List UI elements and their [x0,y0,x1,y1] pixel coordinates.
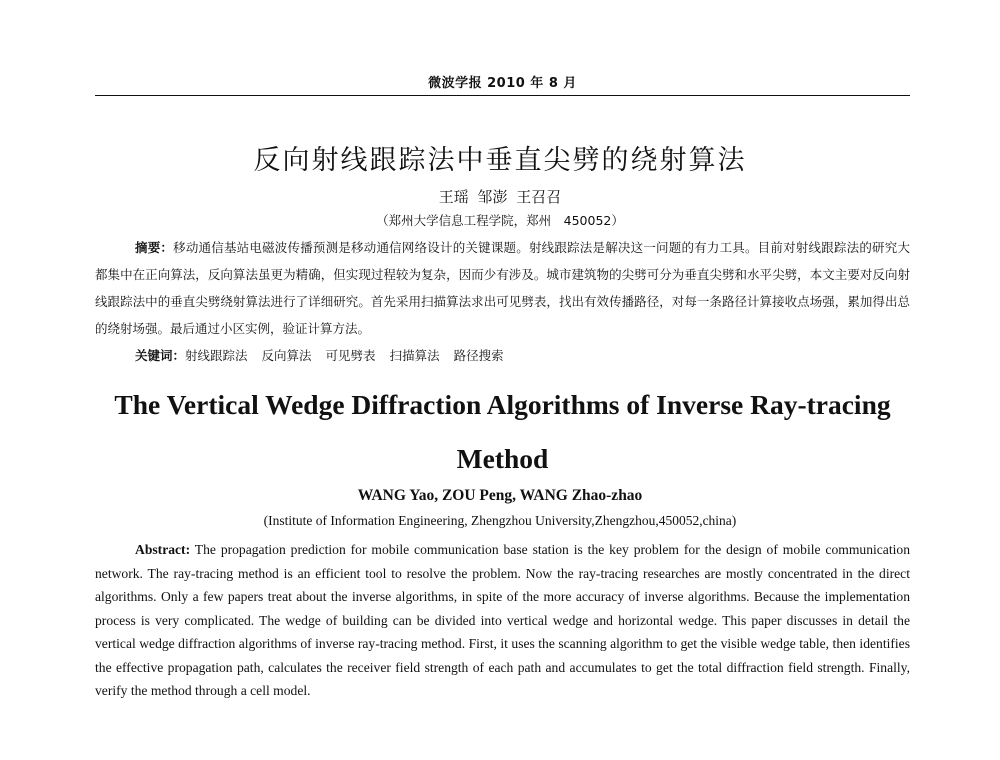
english-abstract-label: Abstract: [135,542,191,557]
keyword: 射线跟踪法 [185,348,248,363]
chinese-abstract-text: 移动通信基站电磁波传播预测是移动通信网络设计的关键课题。射线跟踪法是解决这一问题的有力工具。目前对射线跟踪法的研究大都集中在正向算法，反向算法虽更为精确，但实现过程较为复杂，因而少有涉及。城市建筑物的尖劈可分为垂直尖劈和水平尖劈，本文主要对反向射线跟踪法中的垂直尖劈绕射算法进行了详细研究。首先采用扫描算法求出可见劈表，找出有效传播路径，对每一条路径计算接收点场强，累加得出总的绕射场强。最后通过小区实例，验证计算方法。 [95,240,910,336]
chinese-abstract [95,234,910,342]
chinese-authors: 王瑶 邹澎 王召召 [438,188,562,206]
header-rule [95,95,910,96]
chinese-title: 反向射线跟踪法中垂直尖劈的绕射算法 [253,145,747,176]
keyword: 扫描算法 [389,348,440,363]
english-abstract [95,538,910,703]
english-abstract-text: The propagation prediction for mobile communication base station is the key problem for the design of mobile communication network. The ray-tracing method is an efficient tool to resolve the problem. Now the ray-tracing researches are mostly concentrated in the direct algorithms. Only a few papers treat about the inverse algorithms, in spite of the more accuracy of inverse algorithms. Because the implementation process is very complicated. The wedge of building can be divided into vertical wedge and horizontal wedge. This paper discusses in detail the vertical wedge diffraction algorithms of inverse ray-tracing method. First, it uses the scanning algorithm to get the visible wedge table, then identifies the effective propagation path, calculates the receiver field strength of each path and accumulates to get the total diffraction field strength. Finally, verify the method through a cell model. [95,542,910,698]
keyword: 反向算法 [261,348,312,363]
chinese-keywords [135,342,910,369]
chinese-affiliation: （郑州大学信息工程学院，郑州 450052） [376,213,624,228]
english-affiliation: (Institute of Information Engineering, Zhengzhou University,Zhengzhou,450052,china) [263,513,737,528]
keyword: 路径搜索 [453,348,504,363]
keyword: 可见劈表 [325,348,376,363]
english-title: The Vertical Wedge Diffraction Algorithms of Inverse Ray-tracing Method [114,389,891,474]
chinese-abstract-label: 摘要： [135,240,174,255]
english-authors: WANG Yao, ZOU Peng, WANG Zhao-zhao [357,487,643,504]
running-head: 微波学报 2010 年 8 月 [428,76,577,91]
chinese-keywords-label: 关键词： [135,348,186,363]
